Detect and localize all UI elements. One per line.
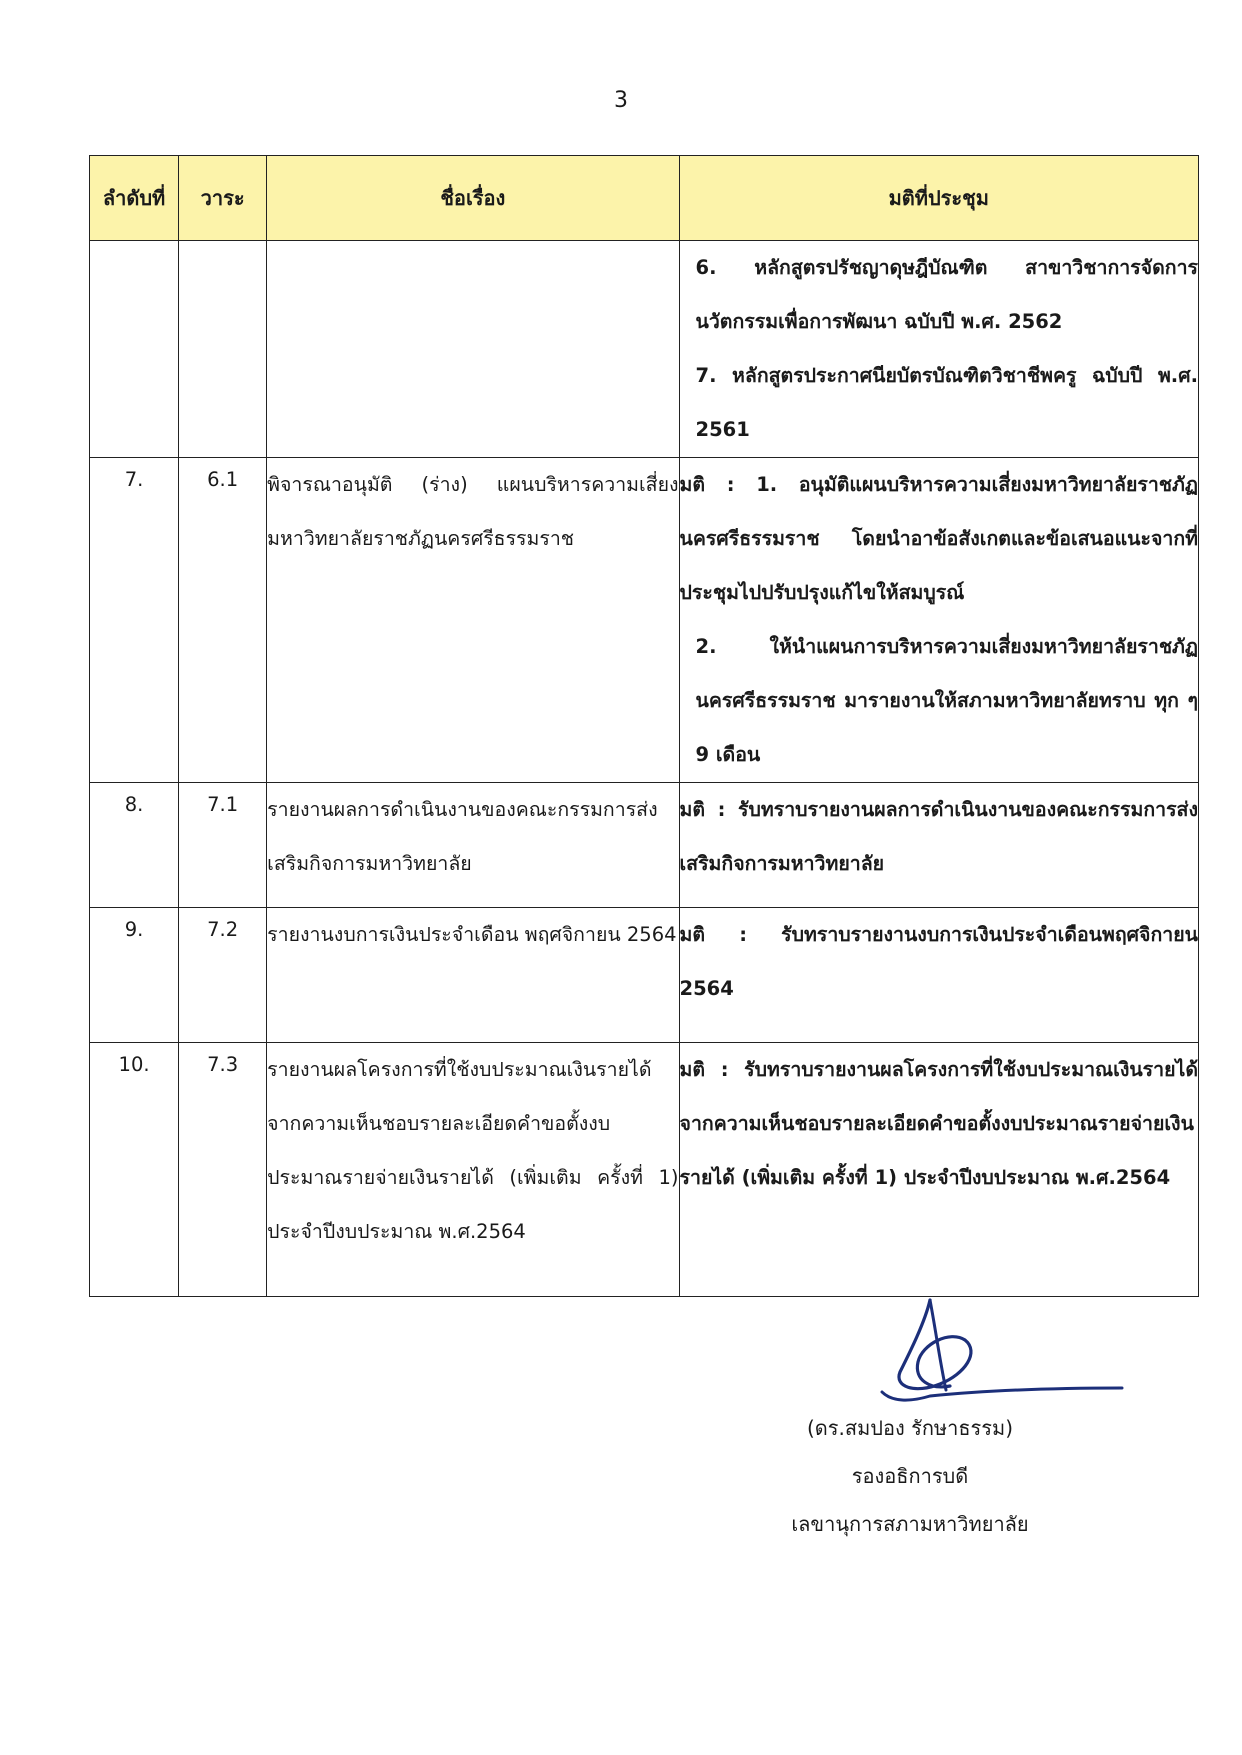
- resolution-item: มติ : รับทราบรายงานผลโครงการที่ใช้งบประมาณเงินรายได้จากความเห็นชอบรายละเอียดคำขอตั้งงบประมาณรายจ่ายเงินรายได้ (เพิ่มเติม ครั้งที่ 1) ประจำปีงบประมาณ พ.ศ.2564: [679, 1058, 1198, 1189]
- signer-position: รองอธิการบดี: [851, 1464, 969, 1488]
- row-resolution: [679, 908, 1198, 1043]
- resolution-item: มติ : 1. อนุมัติแผนบริหารความเสี่ยงมหาวิทยาลัยราชภัฏนครศรีธรรมราช โดยนำอาข้อสังเกตและข้อเสนอแนะจากที่ประชุมไปปรับปรุงแก้ไขให้สมบูรณ์: [679, 473, 1198, 604]
- row-subject: [267, 241, 679, 458]
- row-subject: รายงานผลการดำเนินงานของคณะกรรมการส่งเสริมกิจการมหาวิทยาลัย: [267, 783, 679, 908]
- page-number: 3: [614, 88, 628, 113]
- agenda-table: [89, 155, 1199, 1297]
- signer-title: เลขานุการสภามหาวิทยาลัย: [791, 1512, 1029, 1536]
- row-subject: พิจารณาอนุมัติ (ร่าง) แผนบริหารความเสี่ยงมหาวิทยาลัยราชภัฏนครศรีธรรมราช: [267, 458, 679, 783]
- table-row: [90, 908, 1199, 1043]
- header-resolution: มติที่ประชุม: [679, 156, 1198, 241]
- row-resolution: [679, 783, 1198, 908]
- signer-name: (ดร.สมปอง รักษาธรรม): [806, 1416, 1014, 1440]
- resolution-item: 2. ให้นำแผนการบริหารความเสี่ยงมหาวิทยาลัยราชภัฏนครศรีธรรมราช มารายงานให้สภามหาวิทยาลัยทราบ ทุก ๆ 9 เดือน: [695, 635, 1198, 766]
- resolution-item: 7. หลักสูตรประกาศนียบัตรบัณฑิตวิชาชีพครู ฉบับปี พ.ศ. 2561: [695, 364, 1198, 441]
- row-subject: รายงานงบการเงินประจำเดือน พฤศจิกายน 2564: [267, 908, 679, 1043]
- row-no: 8.: [90, 783, 179, 908]
- row-no: 10.: [90, 1043, 179, 1297]
- resolution-item: 6. หลักสูตรปรัชญาดุษฎีบัณฑิต สาขาวิชาการจัดการนวัตกรรมเพื่อการพัฒนา ฉบับปี พ.ศ. 2562: [695, 256, 1198, 333]
- row-agenda: 6.1: [179, 458, 267, 783]
- row-agenda: 7.1: [179, 783, 267, 908]
- row-resolution: [679, 1043, 1198, 1297]
- row-no: 9.: [90, 908, 179, 1043]
- header-no: ลำดับที่: [90, 156, 179, 241]
- header-subject: ชื่อเรื่อง: [267, 156, 679, 241]
- row-no: 7.: [90, 458, 179, 783]
- table-row: [90, 241, 1199, 458]
- row-subject: รายงานผลโครงการที่ใช้งบประมาณเงินรายได้จากความเห็นชอบรายละเอียดคำขอตั้งงบประมาณรายจ่ายเงินรายได้ (เพิ่มเติม ครั้งที่ 1) ประจำปีงบประมาณ พ.ศ.2564: [267, 1043, 679, 1297]
- handwritten-signature: [870, 1292, 1130, 1412]
- table-row: [90, 1043, 1199, 1297]
- row-agenda: [179, 241, 267, 458]
- table-header-row: [90, 156, 1199, 241]
- header-agenda: วาระ: [179, 156, 267, 241]
- resolution-item: มติ : รับทราบรายงานผลการดำเนินงานของคณะกรรมการส่งเสริมกิจการมหาวิทยาลัย: [679, 798, 1198, 875]
- table-row: [90, 783, 1199, 908]
- resolution-item: มติ : รับทราบรายงานงบการเงินประจำเดือนพฤศจิกายน 2564: [679, 923, 1198, 1000]
- table-row: [90, 458, 1199, 783]
- row-resolution: [679, 458, 1198, 783]
- row-no: [90, 241, 179, 458]
- row-agenda: 7.3: [179, 1043, 267, 1297]
- row-agenda: 7.2: [179, 908, 267, 1043]
- row-resolution: [679, 241, 1198, 458]
